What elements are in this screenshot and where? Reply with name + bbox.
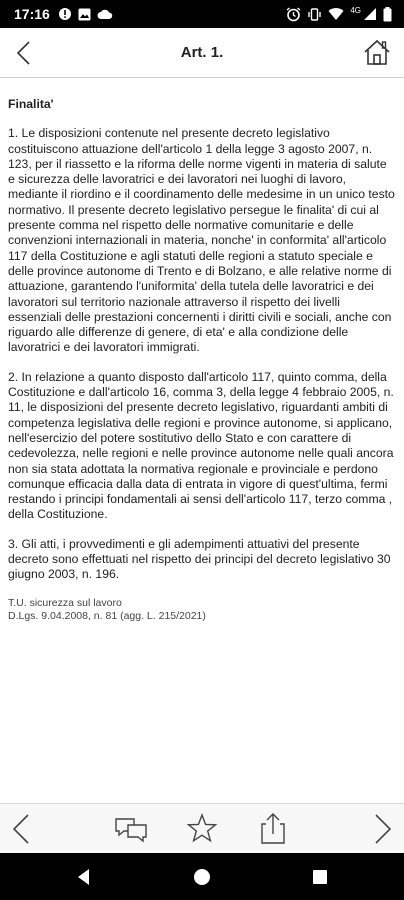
paragraph-3: 3. Gli atti, i provvedimenti e gli adempimenti attuativi del presente decreto sono effettuati nel rispetto dei principi del decreto legislativo 30 giugno 2003, n. 196. — [8, 536, 391, 582]
bottom-toolbar — [0, 803, 404, 853]
next-article-button[interactable] — [362, 810, 400, 848]
network-label: 4G — [350, 5, 361, 15]
alert-icon — [58, 7, 72, 21]
status-time: 17:16 — [14, 6, 50, 22]
home-button[interactable] — [360, 36, 394, 70]
source-title: T.U. sicurezza sul lavoro — [8, 596, 122, 609]
home-icon — [360, 36, 394, 70]
app-bar — [0, 28, 404, 78]
paragraph-1: 1. Le disposizioni contenute nel presente decreto legislativo costituiscono attuazione dell'articolo 1 della legge 3 agosto 2007, n. 123, per il riassetto e la riforma delle norme vigenti in materia di salute e sicurezza delle lavoratrici e dei lavoratori nei luoghi di lavoro, mediante il riordino e il coordinamento delle medesime in un unico testo normativo. Il presente decreto legislativo persegue le finalita' di cui al presente comma nel rispetto delle normative comunitarie e delle convenzioni internazionali in materia, nonche' in conformita' all'articolo 117 della Costituzione e agli statuti delle regioni a statuto speciale e delle province autonome di Trento e di Bolzano, e alle relative norme di attuazione, garantendo l'uniformita' della tutela delle lavoratrici e dei lavoratori sul territorio nazionale attraverso il rispetto dei livelli essenziali delle prestazioni concernenti i diritti civili e sociali, anche con riguardo alle differenze di genere, di eta' e alla condizione delle lavoratrici e dei lavoratori immigrati. — [8, 126, 395, 355]
favorite-button[interactable] — [183, 810, 221, 848]
section-title: Finalita' — [8, 97, 54, 111]
system-back-button[interactable] — [72, 865, 96, 889]
favorite-star-icon — [183, 810, 221, 848]
nav-back-icon — [72, 865, 96, 889]
system-home-button[interactable] — [190, 865, 214, 889]
source-note — [8, 597, 396, 624]
previous-article-button[interactable] — [4, 810, 42, 848]
wifi-icon — [328, 7, 344, 21]
alarm-icon — [286, 7, 301, 22]
system-nav-bar — [0, 853, 404, 900]
article-content — [0, 79, 404, 803]
source-reference: D.Lgs. 9.04.2008, n. 81 (agg. L. 215/2021) — [8, 610, 206, 623]
comments-icon — [112, 810, 150, 848]
nav-recents-icon — [308, 865, 332, 889]
paragraph-2: 2. In relazione a quanto disposto dall'articolo 117, quinto comma, della Costituzione e dall'articolo 16, comma 3, della legge 4 febbraio 2005, n. 11, le disposizioni del presente decreto legislativo, riguardanti ambiti di competenza legislativa delle regioni e province autonome, si applicano, nell'esercizio del potere sostitutivo dello Stato e con carattere di cedevolezza, nelle regioni e nelle province autonome nelle quali ancora non sia stata adottata la normativa regionale e provinciale e perdono comunque efficacia dalla data di entrata in vigore di quest'ultima, fermi restando i principi fondamentali ai sensi dell'articolo 117, terzo comma , della Costituzione. — [8, 369, 394, 522]
picture-icon — [78, 8, 91, 21]
previous-icon — [4, 810, 42, 848]
system-recents-button[interactable] — [308, 865, 332, 889]
page-title: Art. 1. — [180, 44, 224, 61]
vibrate-icon — [307, 7, 322, 22]
next-icon — [362, 810, 400, 848]
signal-icon — [363, 7, 377, 21]
battery-icon — [383, 7, 392, 22]
cloud-icon — [97, 8, 113, 20]
share-icon — [254, 810, 292, 848]
comments-button[interactable] — [112, 810, 150, 848]
share-button[interactable] — [254, 810, 292, 848]
status-bar — [0, 0, 404, 28]
nav-home-icon — [190, 865, 214, 889]
